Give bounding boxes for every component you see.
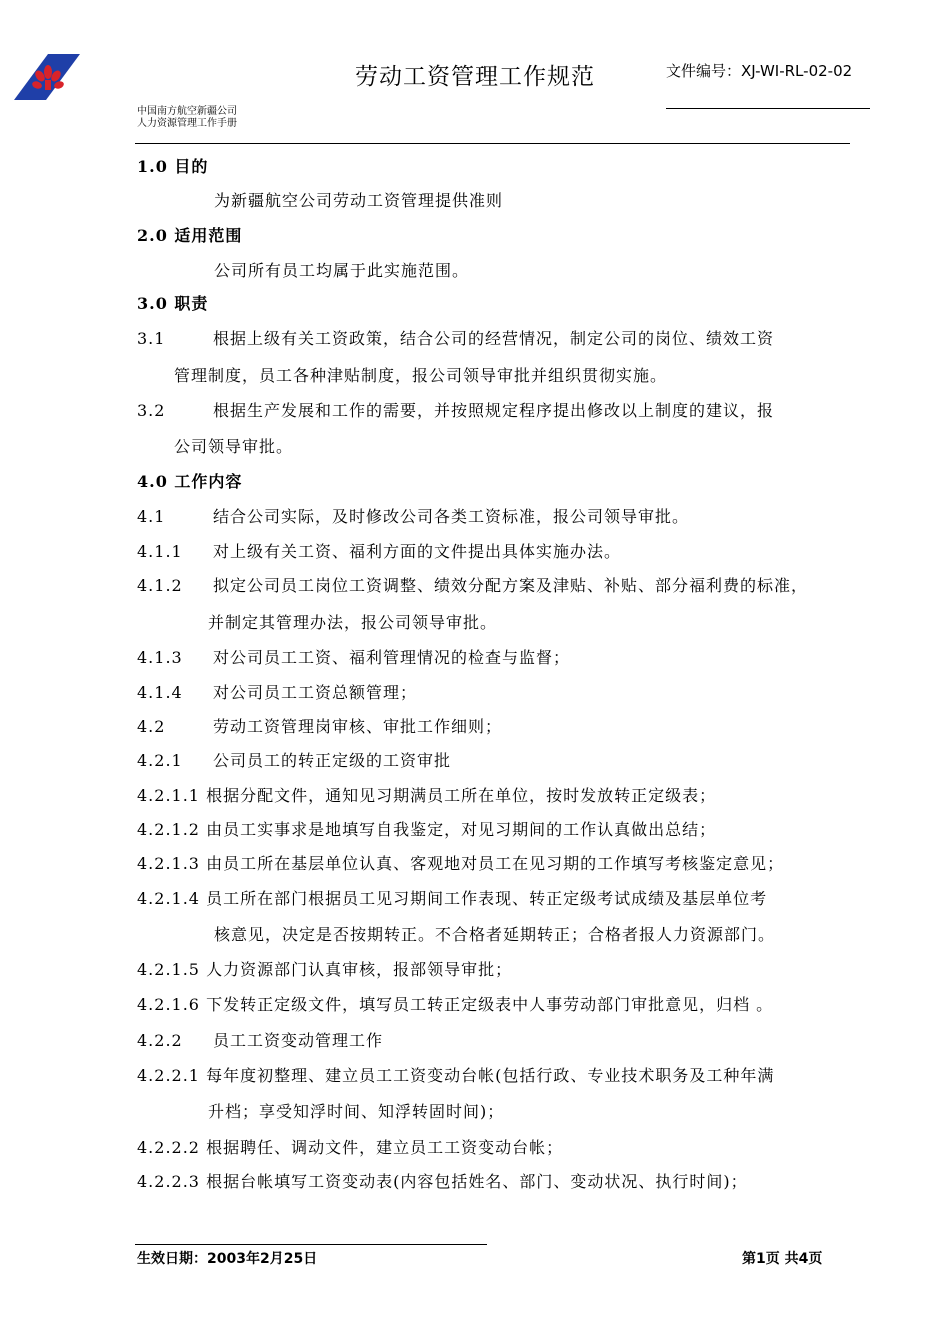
clause-row [137,1031,383,1051]
clause-number: 4.2.1.4 [137,889,200,908]
clause-number: 4.2.2.1 [137,1066,200,1085]
clause-row [137,889,767,909]
clause-row [137,401,774,421]
clause-text: 对公司员工工资、福利管理情况的检查与监督； [213,648,571,667]
clause-number: 4.2.2.3 [137,1172,200,1191]
clause-number: 4.1.3 [137,648,183,667]
document-title: 劳动工资管理工作规范 [355,64,595,90]
clause-row [137,854,784,874]
clause-text: 每年度初整理、建立员工工资变动台帐(包括行政、专业技术职务及工种年满 [206,1066,775,1085]
page-number: 第1页 共4页 [742,1251,823,1267]
clause-continuation: 管理制度，员工各种津贴制度，报公司领导审批并组织贯彻实施。 [174,366,668,385]
clause-number: 4.2.1.1 [137,786,200,805]
clause-number: 4.1.2 [137,576,183,595]
footer-divider [135,1244,487,1245]
clause-number: 4.1 [137,507,166,526]
clause-continuation: 升档；享受知浮时间、知浮转固时间)； [208,1102,505,1121]
clause-number: 4.2.2 [137,1031,183,1050]
clause-row [137,683,417,703]
clause-number: 3.1 [137,329,166,348]
clause-number: 4.2.1.2 [137,820,200,839]
clause-number: 4.1.1 [137,542,183,561]
clause-text: 拟定公司员工岗位工资调整、绩效分配方案及津贴、补贴、部分福利费的标准， [213,576,809,595]
clause-number: 4.1.4 [137,683,183,702]
company-name [137,106,237,130]
clause-text: 根据生产发展和工作的需要，并按照规定程序提出修改以上制度的建议，报 [213,401,775,420]
clause-row [137,648,570,668]
clause-text: 结合公司实际，及时修改公司各类工资标准，报公司领导审批。 [213,507,690,526]
clause-number: 4.2.1.5 [137,960,200,979]
clause-continuation: 核意见，决定是否按期转正。不合格者延期转正；合格者报人力资源部门。 [214,925,776,944]
paragraph: 公司所有员工均属于此实施范围。 [214,261,470,280]
section-heading: 3.0 职责 [137,294,209,313]
document-number: 文件编号：XJ-WI-RL-02-02 [666,62,853,80]
clause-row [137,1138,563,1158]
clause-text: 根据分配文件，通知见习期满员工所在单位，按时发放转正定级表； [206,786,717,805]
clause-text: 由员工实事求是地填写自我鉴定，对见习期间的工作认真做出总结； [206,820,717,839]
clause-row [137,507,689,527]
section-heading: 4.0 工作内容 [137,472,243,491]
company-line-1: 中国南方航空新疆公司 [137,106,237,117]
paragraph: 为新疆航空公司劳动工资管理提供准则 [214,191,504,210]
clause-text: 下发转正定级文件，填写员工转正定级表中人事劳动部门审批意见，归档 。 [206,995,774,1014]
clause-row [137,820,716,840]
clause-row [137,786,716,806]
section-heading: 2.0 适用范围 [137,226,243,245]
clause-row [137,1066,774,1086]
clause-text: 对公司员工工资总额管理； [213,683,418,702]
clause-number: 4.2 [137,717,166,736]
clause-row [137,751,451,771]
clause-text: 根据台帐填写工资变动表(内容包括姓名、部门、变动状况、执行时间)； [206,1172,748,1191]
clause-row [137,329,774,349]
clause-row [137,717,502,737]
clause-text: 劳动工资管理岗审核、审批工作细则； [213,717,503,736]
clause-number: 4.2.1.3 [137,854,200,873]
clause-row [137,995,773,1015]
clause-continuation: 公司领导审批。 [174,437,294,456]
clause-row [137,542,621,562]
clause-number: 4.2.2.2 [137,1138,200,1157]
header-divider [135,143,850,144]
clause-continuation: 并制定其管理办法，报公司领导审批。 [208,613,498,632]
clause-text: 根据聘任、调动文件，建立员工工资变动台帐； [206,1138,564,1157]
clause-text: 对上级有关工资、福利方面的文件提出具体实施办法。 [213,542,622,561]
section-heading: 1.0 目的 [137,157,209,176]
clause-text: 由员工所在基层单位认真、客观地对员工在见习期的工作填写考核鉴定意见； [206,854,785,873]
clause-number: 4.2.1 [137,751,183,770]
effective-date: 生效日期：2003年2月25日 [137,1251,318,1267]
clause-text: 员工工资变动管理工作 [213,1031,384,1050]
clause-number: 4.2.1.6 [137,995,200,1014]
airline-logo [14,54,80,100]
clause-row [137,1172,748,1192]
clause-number: 3.2 [137,401,166,420]
document-number-underline [666,108,870,109]
clause-text: 公司员工的转正定级的工资审批 [213,751,452,770]
clause-text: 员工所在部门根据员工见习期间工作表现、转正定级考试成绩及基层单位考 [206,889,768,908]
clause-text: 根据上级有关工资政策，结合公司的经营情况，制定公司的岗位、绩效工资 [213,329,775,348]
clause-row [137,576,808,596]
company-line-2: 人力资源管理工作手册 [137,118,237,129]
clause-text: 人力资源部门认真审核，报部领导审批； [206,960,513,979]
clause-row [137,960,512,980]
